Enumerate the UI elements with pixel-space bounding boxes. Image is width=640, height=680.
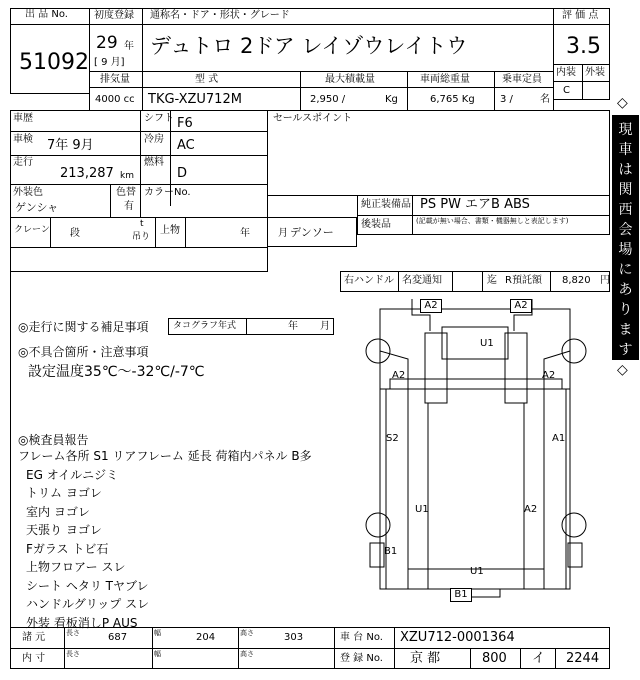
venue-banner	[612, 115, 639, 360]
banner-char: 会	[618, 222, 633, 238]
interior-height-label: 高さ	[240, 650, 254, 658]
exterior-grade-label: 外装	[585, 67, 605, 78]
refund-label: 迄	[487, 275, 497, 286]
capacity-unit: Kg	[385, 94, 398, 105]
truck-outline	[340, 291, 612, 628]
banner-char: 車	[618, 142, 633, 158]
name-change-label: 名変通知	[402, 275, 442, 286]
inspector-line: EG オイルニジミ	[26, 467, 119, 482]
damage-label: A2	[510, 299, 532, 313]
inspector-line: フレーム各所 S1 リアフレーム 延長 荷箱内パネル B多	[18, 449, 312, 463]
banner-char: 場	[618, 242, 633, 258]
damage-label: B1	[384, 546, 398, 557]
upper-month: 月	[278, 228, 288, 239]
banner-char: 現	[618, 122, 633, 138]
first-reg-month: [ 9 月]	[94, 57, 125, 68]
reg-label: 登 録 No.	[340, 653, 383, 664]
upper-body-label: 上物	[160, 225, 180, 236]
damage-label: U1	[470, 566, 484, 577]
type-label: 型 式	[195, 74, 219, 85]
shift-label: シフト	[144, 113, 174, 124]
damage-label: A2	[420, 299, 442, 313]
first-reg-year: 29	[96, 33, 118, 53]
interior-width-label: 幅	[154, 650, 161, 658]
dim-width-label: 幅	[154, 629, 161, 637]
crane-label: クレーン	[14, 225, 50, 235]
inspector-title: ◎検査員報告	[18, 433, 89, 447]
passengers-value: 3 /	[500, 94, 513, 105]
banner-char: は	[618, 162, 633, 178]
chassis-label: 車 台 No.	[340, 632, 383, 643]
upper-year: 年	[240, 228, 250, 239]
inspector-line: ハンドルグリップ スレ	[26, 597, 150, 611]
year-unit: 年	[124, 41, 134, 52]
shift-value: F6	[177, 116, 193, 131]
defects-title: ◎不具合箇所・注意事項	[18, 345, 149, 359]
score-value: 3.5	[566, 34, 601, 59]
crane-ton: t	[140, 219, 144, 229]
reg-place: 京 都	[410, 651, 441, 666]
chassis-number: XZU712-0001364	[400, 630, 515, 645]
dims-label: 諸 元	[22, 632, 46, 643]
dim-height-label: 高さ	[240, 629, 254, 637]
color-change-label: 色替	[116, 187, 136, 198]
inspector-line: 天張り ヨゴレ	[26, 523, 102, 537]
driving-notes-title: ◎走行に関する補足事項	[18, 320, 149, 334]
damage-label: U1	[415, 504, 429, 515]
inspector-line: シート ヘタリ Tヤブレ	[26, 578, 149, 593]
capacity-label: 最大積載量	[325, 74, 375, 85]
mileage-value: 213,287	[60, 166, 114, 181]
model-code: TKG-XZU712M	[148, 92, 242, 107]
banner-char: あ	[618, 282, 633, 298]
crane-steps: 段	[70, 228, 80, 239]
damage-label: U1	[480, 338, 494, 349]
passengers-unit: 名	[540, 94, 550, 105]
banner-bottom-diamond: ◇	[617, 362, 628, 378]
inspection-value: 7年 9月	[47, 138, 94, 153]
gross-weight-label: 車両総重量	[420, 74, 470, 85]
interior-dims-label: 内 寸	[22, 653, 46, 664]
score-label: 評 価 点	[562, 10, 599, 21]
gross-weight-value: 6,765 Kg	[430, 94, 475, 105]
damage-label: B1	[450, 588, 472, 602]
equipment-label: 純正装備品	[361, 199, 411, 210]
interior-grade-label: 内装	[556, 67, 576, 78]
options-label: 後装品	[361, 219, 391, 230]
capacity-value: 2,950 /	[310, 94, 346, 105]
tachograph-year: 年	[288, 321, 298, 332]
color-code-label: カラーNo.	[144, 187, 191, 198]
upper-maker: デンソー	[290, 226, 334, 239]
banner-char: す	[618, 342, 633, 358]
color-change-unit: 有	[124, 201, 134, 212]
damage-label: A2	[392, 370, 406, 381]
fuel-label: 燃料	[144, 157, 164, 168]
lot-number: 51092	[19, 50, 89, 75]
inspector-line: 外装 看板消しP AUS	[26, 615, 138, 630]
dim-length: 687	[108, 632, 128, 643]
interior-grade-value: C	[563, 85, 570, 96]
dim-width: 204	[196, 632, 216, 643]
dim-length-label: 長さ	[66, 629, 80, 637]
banner-char: に	[618, 262, 633, 278]
inspector-line: トリム ヨゴレ	[26, 486, 102, 500]
damage-label: A2	[524, 504, 538, 515]
banner-char: り	[618, 302, 633, 318]
crane-hanging: 吊り	[132, 232, 151, 242]
reg-number: 2244	[566, 651, 600, 666]
tachograph-label: タコグラフ年式	[173, 321, 237, 331]
history-label: 車歴	[13, 113, 33, 124]
fuel-value: D	[177, 166, 188, 181]
options-note: (記載が無い場合、書類・機器無しと表記します)	[416, 217, 569, 225]
model-name: デュトロ 2ドア レイゾウレイトウ	[150, 34, 468, 58]
name-label: 通称名・ドア・形状・グレード	[150, 10, 290, 21]
inspector-line: Fガラス トビ石	[26, 541, 109, 556]
first-reg-label: 初度登録	[94, 10, 134, 21]
tachograph-month: 月	[320, 321, 330, 332]
mileage-label: 走行	[13, 157, 33, 168]
reg-kana: イ	[532, 651, 546, 666]
sales-point-label: セールスポイント	[273, 113, 353, 124]
banner-char: 西	[618, 202, 633, 218]
passengers-label: 乗車定員	[502, 74, 542, 85]
aircon-value: AC	[177, 138, 195, 153]
inspection-label: 車検	[13, 134, 33, 145]
reg-class: 800	[482, 651, 507, 666]
aircon-label: 冷房	[144, 134, 164, 145]
inspector-line: 室内 ヨゴレ	[26, 504, 90, 519]
equipment-value: PS PW エアB ABS	[420, 197, 530, 212]
lot-no-label: 出 品 No.	[25, 9, 68, 20]
color-value: ゲンシャ	[15, 201, 59, 214]
mileage-unit: km	[120, 171, 134, 181]
banner-char: ま	[618, 322, 633, 338]
recycle-label: R預託額	[505, 275, 542, 286]
damage-label: A1	[552, 433, 566, 444]
damage-label: A2	[542, 370, 556, 381]
displacement-label: 排気量	[100, 74, 130, 85]
truck-diagram	[340, 291, 612, 628]
defects-text: 設定温度35℃〜-32℃/-7℃	[28, 364, 205, 380]
banner-top-diamond: ◇	[617, 95, 628, 111]
displacement-value: 4000 cc	[95, 94, 135, 105]
rhd-label: 右ハンドル	[344, 275, 394, 286]
banner-char: 関	[618, 182, 633, 198]
damage-label: S2	[386, 433, 399, 444]
color-label: 外装色	[13, 187, 43, 198]
recycle-value: 8,820	[562, 275, 591, 286]
interior-length-label: 長さ	[66, 650, 80, 658]
dim-height: 303	[284, 632, 304, 643]
yen-unit: 円	[600, 275, 610, 286]
inspector-line: 上物フロアー スレ	[26, 560, 126, 574]
